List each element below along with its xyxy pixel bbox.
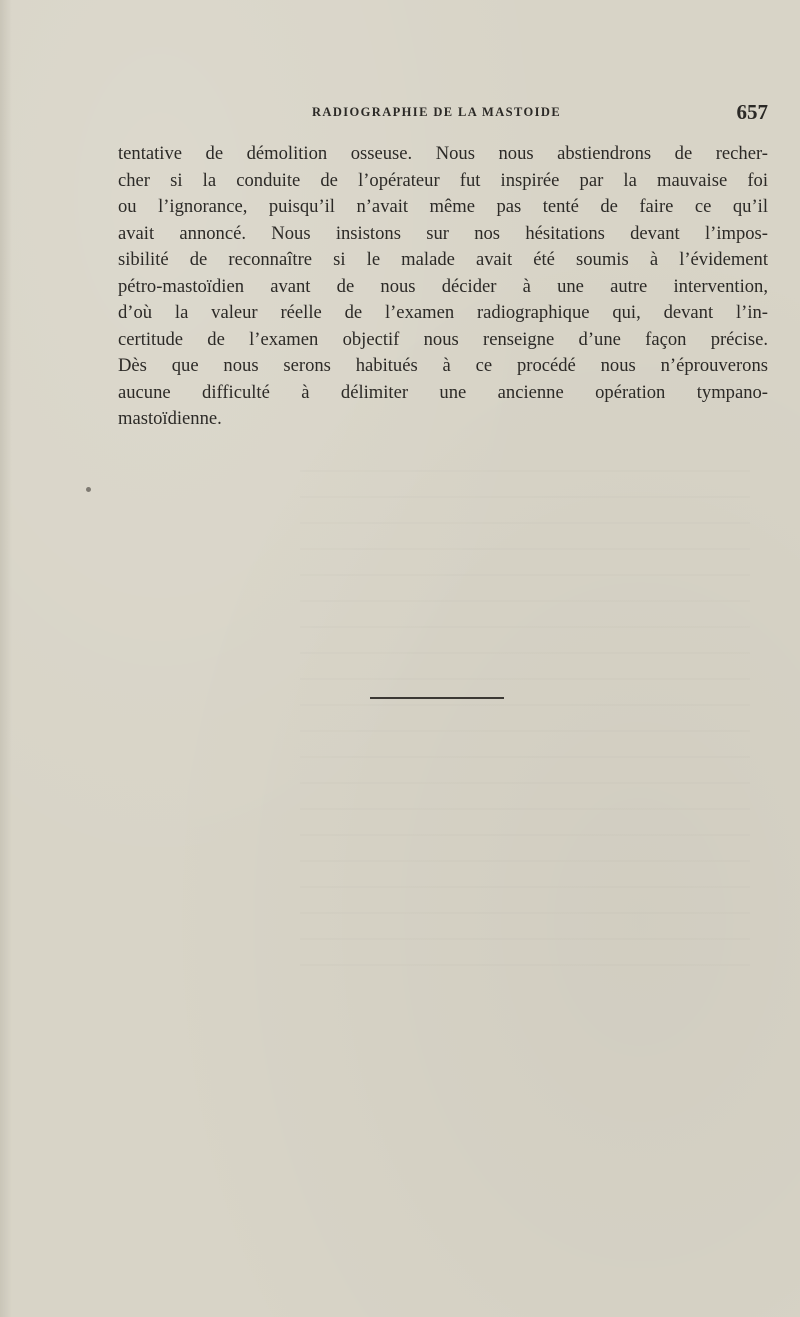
page-left-edge [0,0,12,1317]
text-line: cher si la conduite de l’opérateur fut inspirée par la mauvaise foi [118,169,768,191]
text-line: Dès que nous serons habitués à ce procédé nous n’éprouverons [118,355,768,376]
body-paragraph [118,141,768,433]
text-line: sibilité de reconnaître si le malade avait été soumis à l’évidement [118,249,768,270]
text-line: tentative de démolition osseuse. Nous nous abstiendrons de recher- [118,143,768,164]
text-line: pétro-mastoïdien avant de nous décider à une autre intervention, [118,275,768,297]
text-line: mastoïdienne. [118,408,222,429]
text-line: certitude de l’examen objectif nous renseigne d’une façon précise. [118,328,768,350]
page-number: 657 [736,100,768,124]
running-head: RADIOGRAPHIE DE LA MASTOIDE [312,105,562,119]
text-line: d’où la valeur réelle de l’examen radiographique qui, devant l’in- [118,302,768,323]
show-through-texture [300,470,750,990]
ink-speck [86,487,91,492]
text-line: ou l’ignorance, puisqu’il n’avait même pas tenté de faire ce qu’il [118,196,768,217]
page-header [312,102,768,124]
section-end-rule [370,697,504,699]
text-line: avait annoncé. Nous insistons sur nos hésitations devant l’impos- [118,222,768,244]
text-line: aucune difficulté à délimiter une ancienne opération tympano- [118,381,768,403]
